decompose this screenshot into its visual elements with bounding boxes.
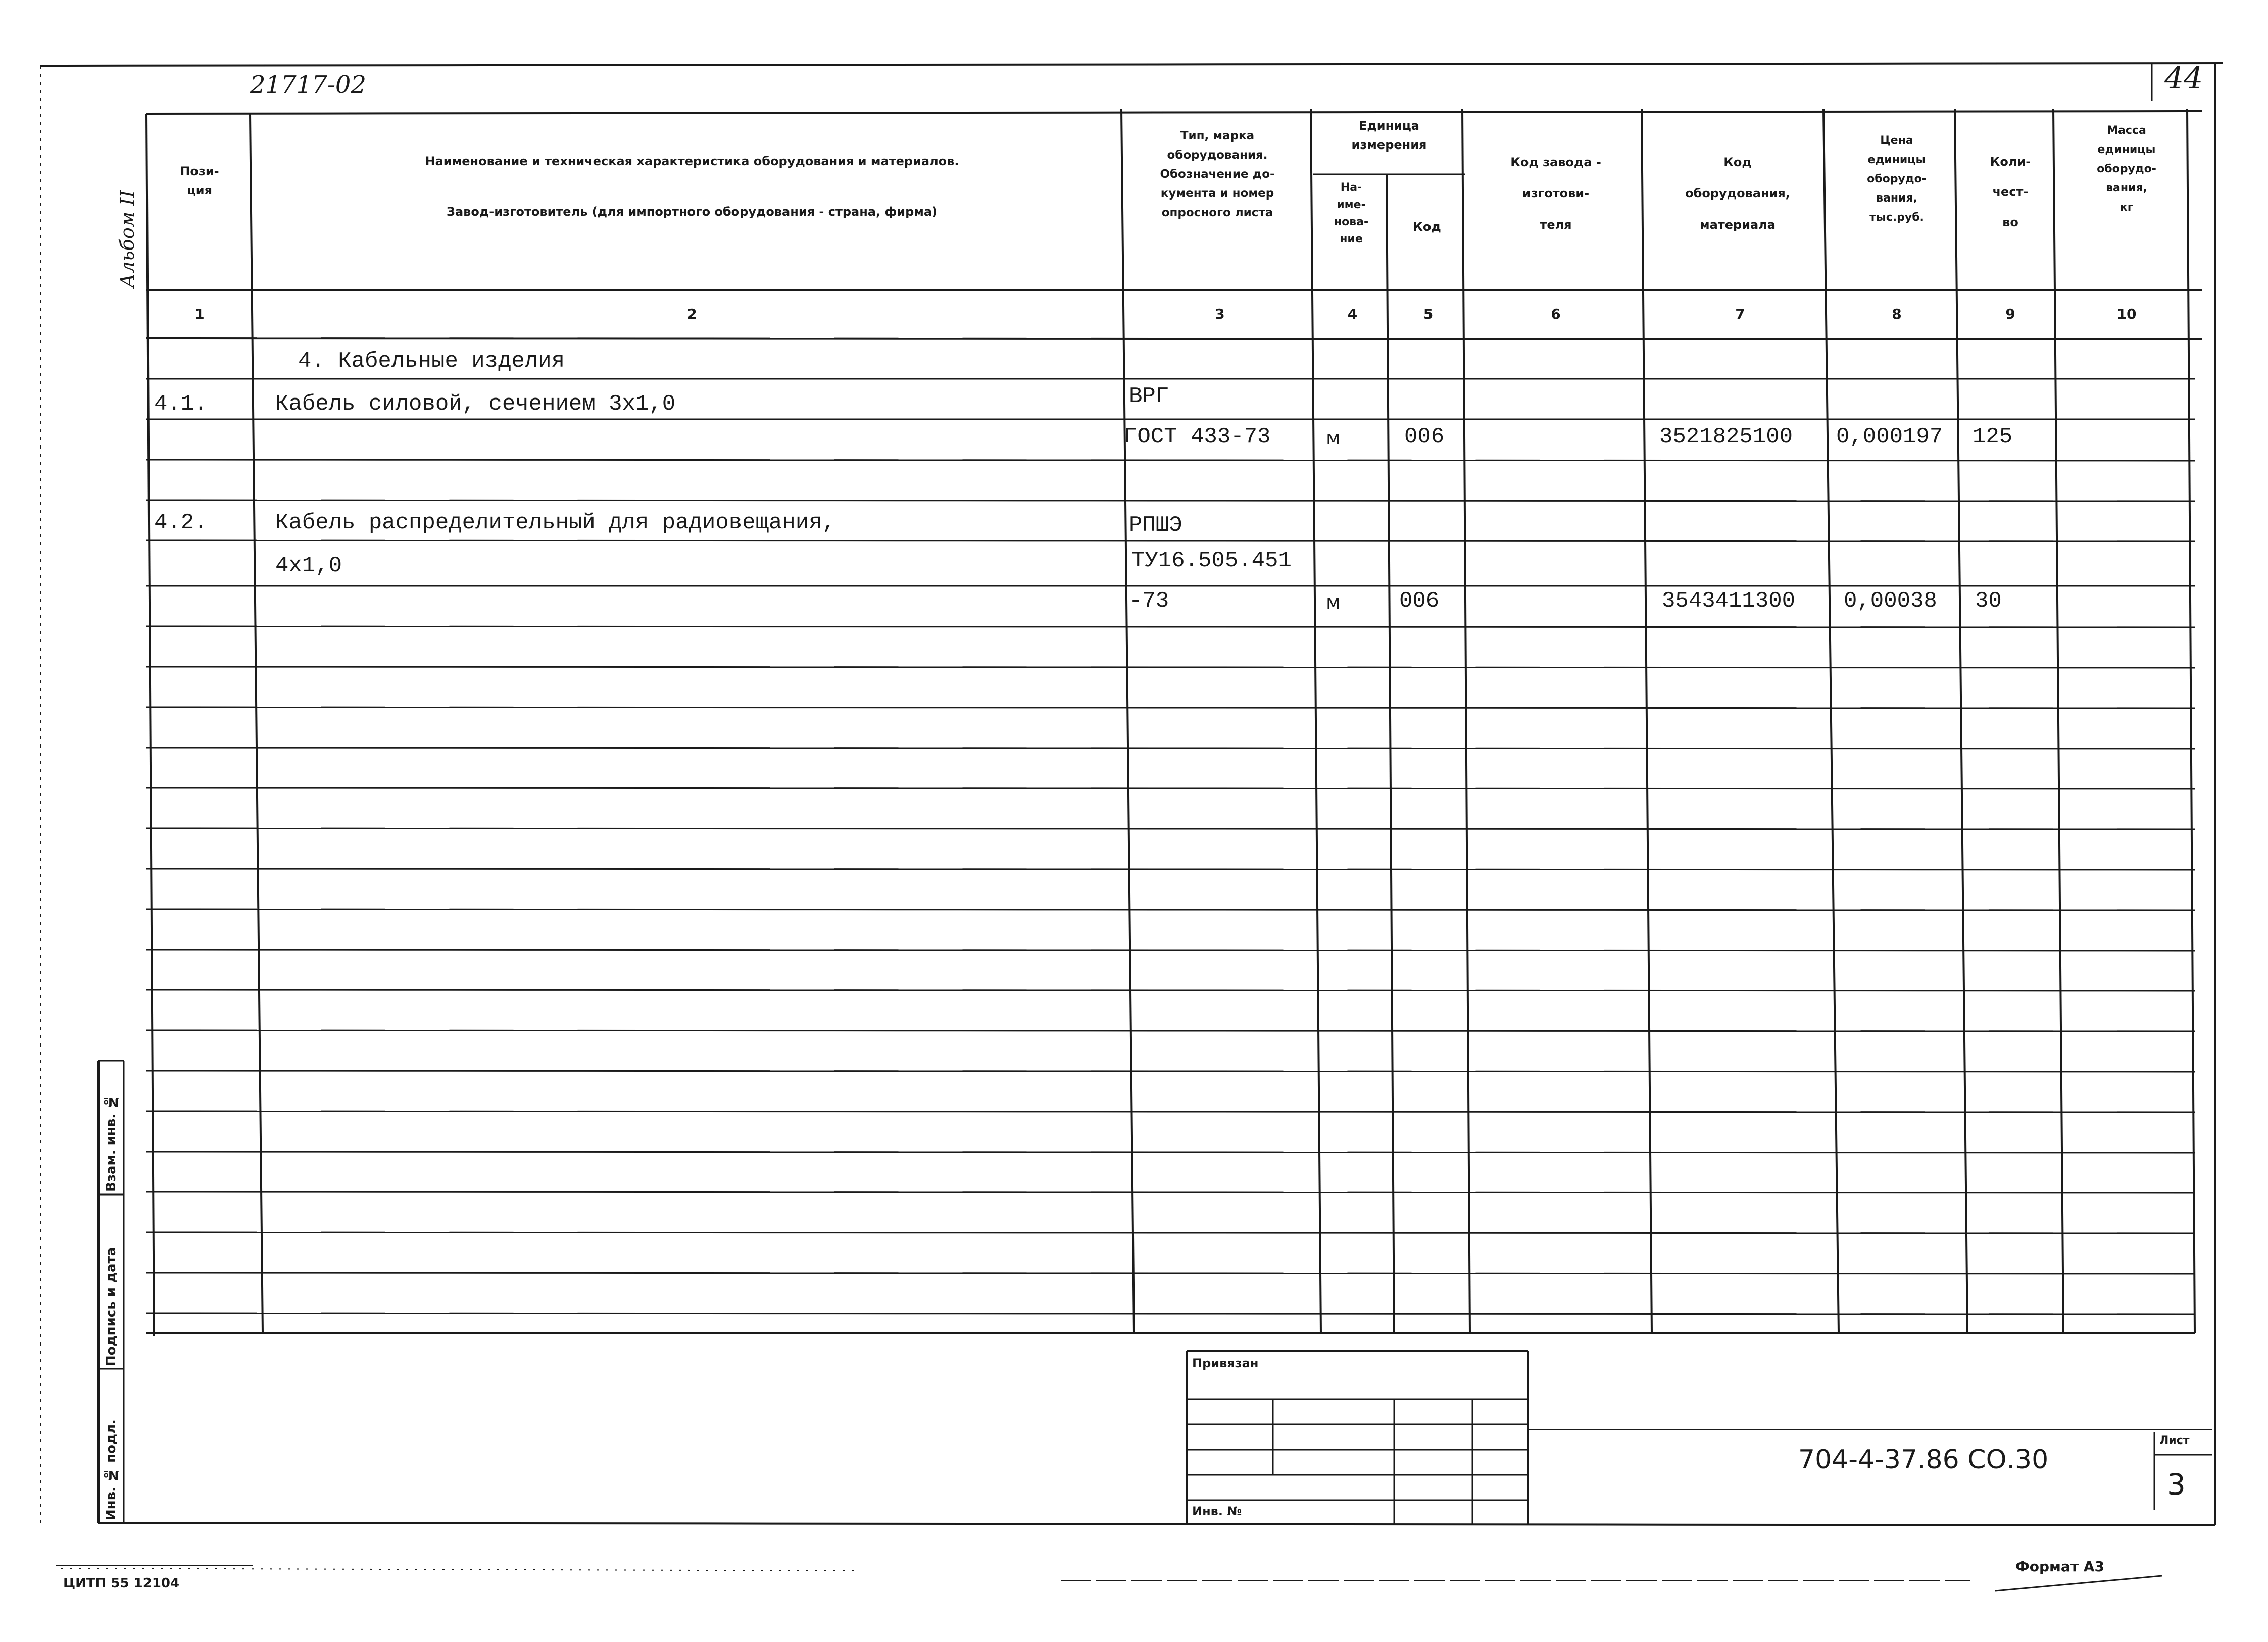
col-number: 9 [2005, 306, 2015, 322]
row-price: 0,000197 [1836, 424, 1943, 450]
row-unit: м [1326, 591, 1341, 613]
sheet-label: Лист [2159, 1434, 2190, 1447]
album-label: Альбом II [116, 190, 138, 288]
row-material-code: 3521825100 [1659, 424, 1793, 450]
row-name: 4х1,0 [275, 553, 342, 578]
row-price: 0,00038 [1844, 588, 1937, 614]
sheet-corner-number: 44 [2164, 61, 2203, 96]
col-header-name-a: Наименование и техническая характеристика оборудования и материалов. [425, 154, 959, 168]
col-number: 7 [1735, 306, 1745, 322]
col-header-unit-name: На- име- нова- ние [1334, 181, 1369, 245]
col-header-price: Цена единицы оборудо- вания, тыс.руб. [1867, 134, 1927, 224]
sheet-number: 3 [2167, 1467, 2186, 1502]
row-unit-code: 006 [1404, 424, 1445, 450]
col-header-maker-code: Код завода - изготови- теля [1510, 155, 1601, 232]
row-type: ГОСТ 433-73 [1124, 424, 1271, 450]
col-number: 8 [1892, 306, 1902, 322]
stamp-inventory-label: Инв. № [1192, 1504, 1242, 1518]
row-type: -73 [1129, 588, 1169, 614]
col-header-position: Пози- ция [180, 164, 219, 197]
row-position: 4.1. [154, 391, 208, 417]
col-header-material-code: Код оборудования, материала [1685, 155, 1790, 232]
section-title: 4. Кабельные изделия [298, 349, 565, 374]
col-number: 6 [1551, 306, 1561, 322]
document-designation: 704-4-37.86 СО.30 [1798, 1445, 2049, 1475]
footer-code: ЦИТП 55 12104 [63, 1576, 180, 1591]
row-quantity: 30 [1975, 588, 2002, 614]
row-position: 4.2. [154, 510, 208, 535]
col-number: 10 [2116, 306, 2137, 322]
row-quantity: 125 [1973, 424, 2013, 450]
side-label-replacement: Взам. инв. № [104, 1093, 119, 1192]
row-type: ВРГ [1129, 384, 1169, 409]
row-name: Кабель силовой, сечением 3х1,0 [275, 391, 676, 417]
stamp-bound-label: Привязан [1192, 1356, 1259, 1370]
row-unit-code: 006 [1399, 588, 1440, 614]
col-header-type: Тип, марка оборудования. Обозначение до- кумента и номер опросного листа [1160, 129, 1275, 219]
paper-format: Формат А3 [2015, 1558, 2104, 1575]
col-header-name-b: Завод-изготовитель (для импортного оборудования - страна, фирма) [446, 205, 938, 219]
row-type: РПШЭ [1129, 513, 1182, 538]
side-label-inventory: Инв. № подл. [104, 1419, 119, 1520]
col-number: 3 [1215, 306, 1225, 322]
document-number: 21717-02 [250, 71, 366, 99]
col-number: 2 [687, 306, 697, 322]
col-number: 1 [194, 306, 205, 322]
col-header-unit-code: Код [1413, 220, 1441, 234]
col-number: 5 [1423, 306, 1434, 322]
col-header-unit: Единица измерения [1351, 119, 1427, 152]
row-material-code: 3543411300 [1662, 588, 1796, 614]
row-name: Кабель распределительный для радиовещания, [275, 510, 835, 535]
side-label-signature: Подпись и дата [104, 1247, 119, 1366]
row-unit: м [1326, 427, 1341, 449]
col-header-quantity: Коли- чест- во [1990, 155, 2031, 229]
col-number: 4 [1347, 306, 1358, 322]
row-type: ТУ16.505.451 [1131, 548, 1292, 573]
col-header-mass: Масса единицы оборудо- вания, кг [2097, 124, 2156, 214]
